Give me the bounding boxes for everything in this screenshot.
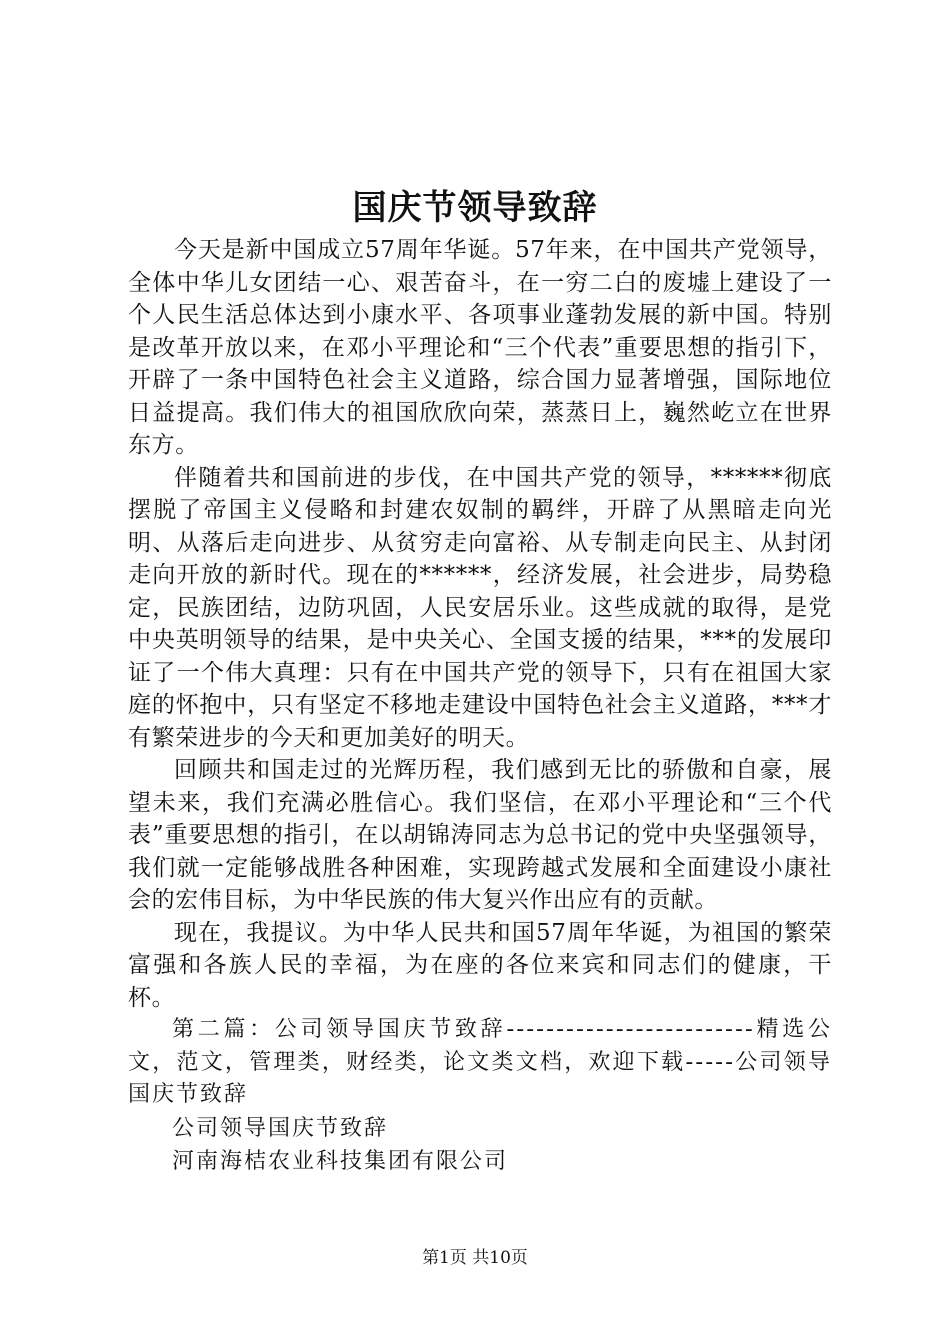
company-name-line: 河南海桔农业科技集团有限公司: [172, 1148, 509, 1174]
document-body: [128, 234, 832, 1178]
subtitle-line: 公司领导国庆节致辞: [172, 1115, 389, 1141]
paragraph-1: 今天是新中国成立57周年华诞。57年来，在中国共产党领导，全体中华儿女团结一心、艰苦奋斗，在一穷二白的废墟上建设了一个人民生活总体达到小康水平、各项事业蓬勃发展的新中国。特别是改革开放以来，在邓小平理论和“三个代表”重要思想的指引下，开辟了一条中国特色社会主义道路，综合国力显著增强，国际地位日益提高。我们伟大的祖国欣欣向荣，蒸蒸日上，巍然屹立在世界东方。: [128, 237, 832, 458]
second-article-heading: 第二篇：公司领导国庆节致辞-------------------------精选公文，范文，管理类，财经类，论文类文档，欢迎下载-----公司领导国庆节致辞: [128, 1017, 832, 1107]
page-title: 国庆节领导致辞: [352, 188, 598, 228]
page-indicator: 第1页 共10页: [422, 1248, 528, 1268]
paragraph-2: 伴随着共和国前进的步伐，在中国共产党的领导，******彻底摆脱了帝国主义侵略和封建农奴制的羁绊，开辟了从黑暗走向光明、从落后走向进步、从贫穷走向富裕、从专制走向民主、从封闭走向开放的新时代。现在的******，经济发展，社会进步，局势稳定，民族团结，边防巩固，人民安居乐业。这些成就的取得，是党中央英明领导的结果，是中央关心、全国支援的结果，***的发展印证了一个伟大真理：只有在中国共产党的领导下，只有在祖国大家庭的怀抱中，只有坚定不移地走建设中国特色社会主义道路，***才有繁荣进步的今天和更加美好的明天。: [128, 464, 832, 751]
paragraph-3: 回顾共和国走过的光辉历程，我们感到无比的骄傲和自豪，展望未来，我们充满必胜信心。我们坚信，在邓小平理论和“三个代表”重要思想的指引，在以胡锦涛同志为总书记的党中央坚强领导，我们就一定能够战胜各种困难，实现跨越式发展和全面建设小康社会的宏伟目标，为中华民族的伟大复兴作出应有的贡献。: [128, 757, 832, 913]
paragraph-4: 现在，我提议。为中华人民共和国57周年华诞，为祖国的繁荣富强和各族人民的幸福，为在座的各位来宾和同志们的健康，干杯。: [128, 919, 832, 1011]
